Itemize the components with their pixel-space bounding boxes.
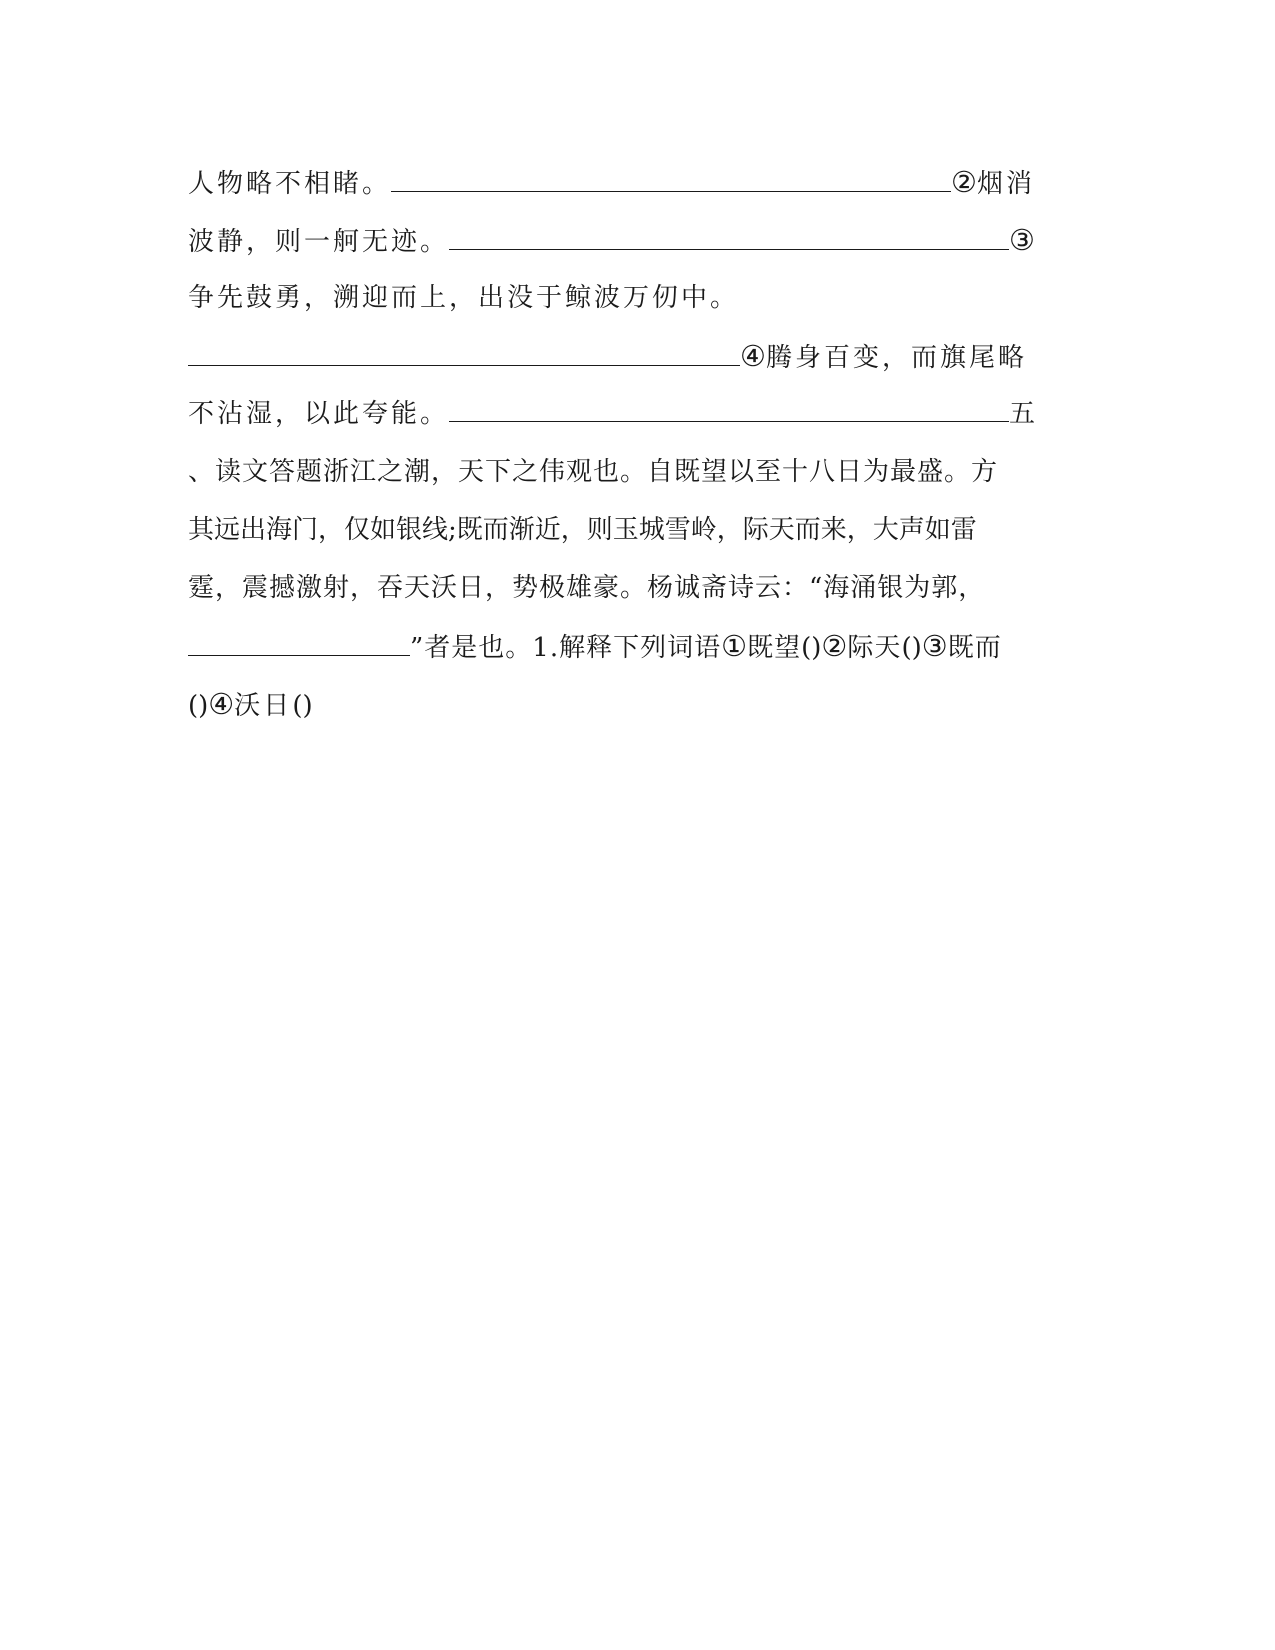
answer-blank[interactable]	[449, 394, 1009, 422]
text-line-9	[188, 626, 1060, 666]
term-text: 既望	[747, 633, 802, 663]
answer-blank[interactable]	[188, 628, 410, 656]
sentence-text: 其远出海门，仅如银线;既而渐近，则玉城雪岭，际天而来，大声如雷	[188, 515, 977, 545]
text-line-5	[188, 394, 1060, 434]
item-marker: ②	[821, 629, 848, 663]
term-text: 既而	[947, 633, 1002, 663]
term-text: 沃日	[234, 691, 293, 721]
item-marker: ④	[740, 339, 766, 373]
text-line-4	[188, 336, 1060, 376]
sentence-text: 霆，震撼激射，吞天沃日，势极雄豪。杨诚斋诗云：“海涌银为郭，	[188, 573, 986, 603]
sentence-text: 不沾湿，以此夸能。	[188, 399, 450, 429]
text-line-7	[188, 510, 1060, 550]
sentence-text: 五	[1009, 399, 1039, 429]
sentence-text: 人物略不相睹。	[188, 169, 392, 199]
item-marker: ①	[721, 629, 748, 663]
answer-blank[interactable]	[391, 164, 951, 192]
sentence-text: 争先鼓勇，溯迎而上，出没于鲸波万仞中。	[188, 283, 740, 313]
answer-blank[interactable]	[188, 338, 740, 366]
item-marker: ③	[1009, 223, 1036, 257]
text-line-8	[188, 568, 1060, 608]
sentence-text: ”者是也。1.解释下列词语	[410, 633, 722, 663]
item-marker: ③	[921, 629, 948, 663]
text-line-10	[188, 684, 1060, 724]
answer-blank[interactable]	[449, 222, 1009, 250]
sentence-text: 、读文答题浙江之潮，天下之伟观也。自既望以至十八日为最盛。方	[188, 457, 999, 487]
sentence-text: 腾身百变，而旗尾略	[766, 343, 1028, 373]
sentence-text: 烟消	[977, 169, 1036, 199]
text-line-3	[188, 278, 1060, 318]
text-line-1	[188, 162, 1060, 202]
answer-parentheses[interactable]: ()	[901, 633, 922, 663]
text-line-2	[188, 220, 1060, 260]
answer-parentheses[interactable]: ()	[188, 691, 209, 721]
item-marker: ②	[951, 165, 978, 199]
term-text: 际天	[847, 633, 902, 663]
answer-parentheses[interactable]: ()	[801, 633, 822, 663]
sentence-text: 波静，则一舸无迹。	[188, 227, 450, 257]
text-line-6	[188, 452, 1060, 492]
answer-parentheses[interactable]: ()	[292, 691, 313, 721]
item-marker: ④	[208, 687, 235, 721]
